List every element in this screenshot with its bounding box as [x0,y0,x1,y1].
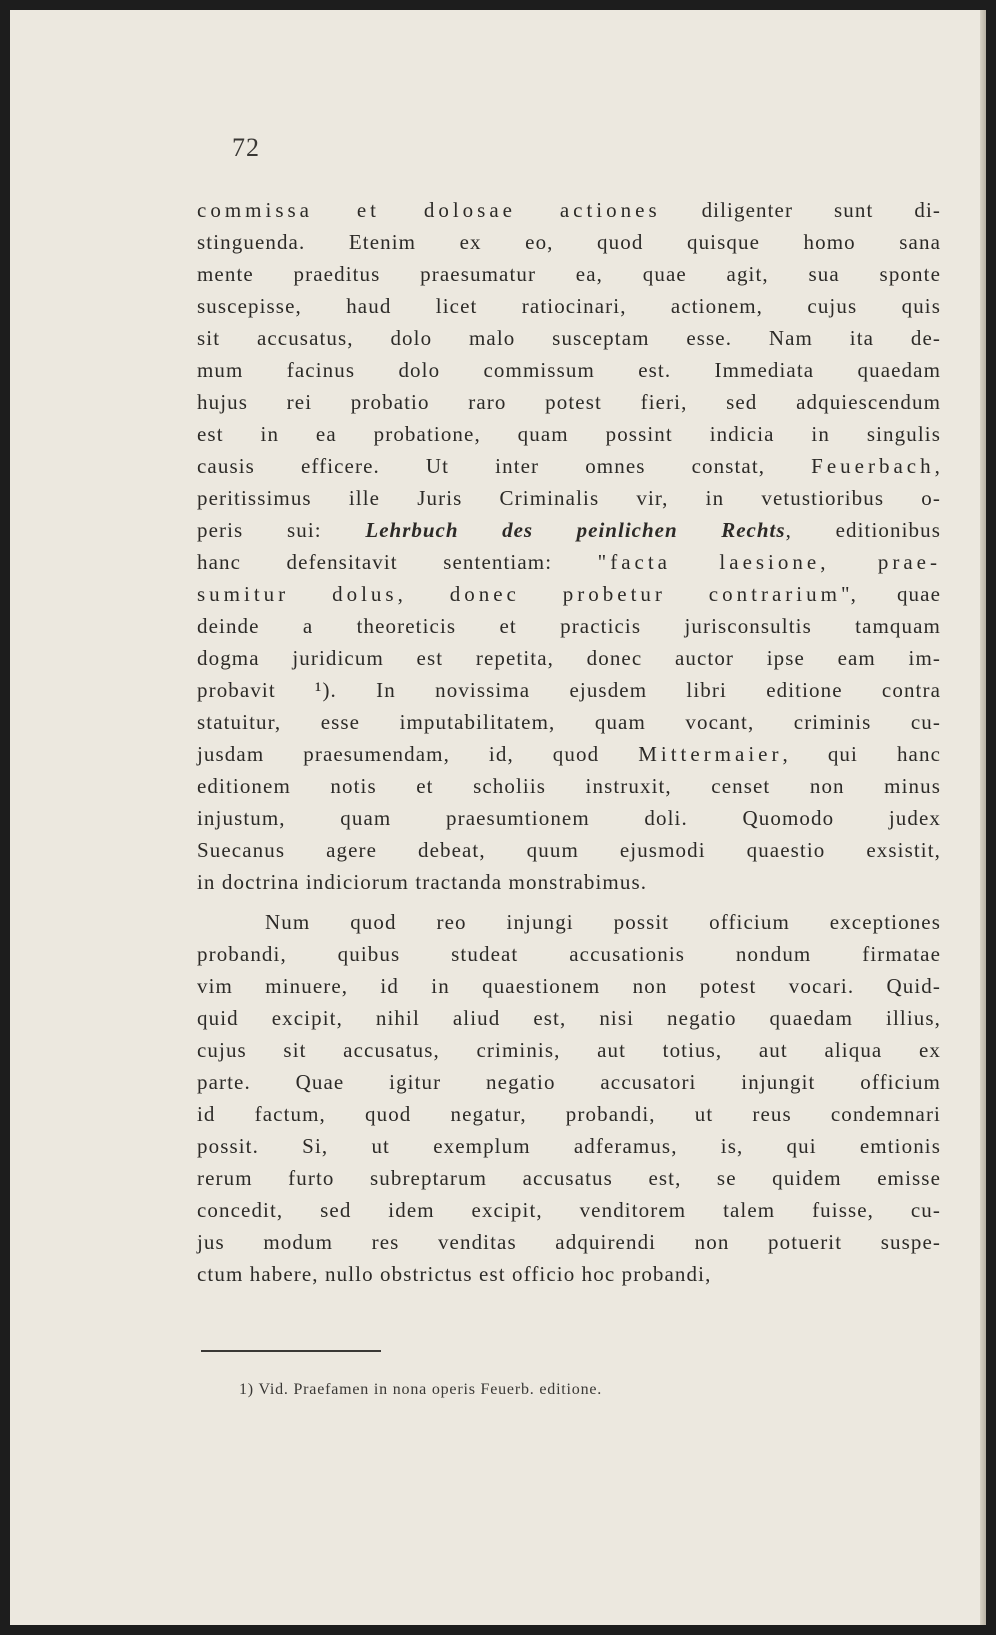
text-line [197,610,941,642]
text-segment: probavit ¹). In novissima ejusdem libri editione contra [197,678,941,702]
text-segment: possit. Si, ut exemplum adferamus, is, qui emtionis [197,1134,941,1158]
book-page [10,10,986,1625]
text-segment: concedit, sed idem excipit, venditorem talem fuisse, cu- [197,1198,941,1222]
text-segment: stinguenda. Etenim ex eo, quod quisque homo sana [197,230,941,254]
text-line [197,738,941,770]
text-segment: probandi, quibus studeat accusationis nondum firmatae [197,942,941,966]
page-number: 72 [232,133,260,162]
text-segment: peritissimus ille Juris Criminalis vir, in vetustioribus o- [197,486,941,510]
text-line [197,1258,941,1290]
text-segment: deinde a theoreticis et practicis jurisconsultis tamquam [197,614,941,638]
text-line [197,906,941,938]
text-segment: rerum furto subreptarum accusatus est, se quidem emisse [197,1166,941,1190]
text-line [197,770,941,802]
text-line [197,1066,941,1098]
text-segment: Feuerbach [811,454,935,478]
text-line [197,1002,941,1034]
text-line [197,866,941,898]
text-segment: mente praeditus praesumatur ea, quae agit, sua sponte [197,262,941,286]
text-line [197,1226,941,1258]
text-line [197,1194,941,1226]
text-line [197,322,941,354]
text-line [197,450,941,482]
text-segment: hanc defensitavit sententiam: [197,550,598,574]
text-line [197,418,941,450]
footnote-rule [201,1350,381,1352]
text-segment: Num quod reo injungi possit officium exceptiones [265,910,941,934]
text-line [197,386,941,418]
text-segment: suscepisse, haud licet ratiocinari, actionem, cujus quis [197,294,941,318]
body-text [197,194,941,1290]
text-line [197,514,941,546]
text-segment: mum facinus dolo commissum est. Immediata quaedam [197,358,941,382]
text-segment: Mittermaier [638,742,783,766]
text-segment: injustum, quam praesumtionem doli. Quomodo judex [197,806,941,830]
text-line [197,482,941,514]
text-line [197,226,941,258]
text-line [197,1034,941,1066]
text-line [197,354,941,386]
text-segment: sit accusatus, dolo malo susceptam esse. Nam ita de- [197,326,941,350]
text-segment: ", quae [840,582,941,606]
text-segment: id factum, quod negatur, probandi, ut reus condemnari [197,1102,941,1126]
text-segment: jusdam praesumendam, id, quod [197,742,639,766]
text-line [197,834,941,866]
text-segment: peris sui: [197,518,366,542]
text-segment: , qui hanc [782,742,941,766]
text-line [197,1098,941,1130]
text-line [197,706,941,738]
text-line [197,1162,941,1194]
page-edge-shadow [980,10,986,1625]
text-line [197,970,941,1002]
text-segment: ctum habere, nullo obstrictus est officio hoc probandi, [197,1262,712,1286]
text-segment: "facta laesione, prae- [597,550,941,574]
text-segment: commissa et dolosae actiones [197,198,661,222]
text-line [197,258,941,290]
footnote: 1) Vid. Praefamen in nona operis Feuerb. editione. [239,1381,603,1398]
text-line [197,546,941,578]
text-line [197,194,941,226]
text-segment: cujus sit accusatus, criminis, aut totius, aut aliqua ex [197,1038,941,1062]
text-line [197,802,941,834]
text-line [197,578,941,610]
text-segment: sumitur dolus, donec probetur contrarium [197,582,841,606]
text-segment: Suecanus agere debeat, quum ejusmodi quaestio exsistit, [197,838,941,862]
text-segment: causis efficere. Ut inter omnes constat, [197,454,812,478]
text-segment: diligenter sunt di- [660,198,941,222]
text-segment: vim minuere, id in quaestionem non potest vocari. Quid- [197,974,941,998]
text-line [197,1130,941,1162]
text-line [197,938,941,970]
text-line [197,674,941,706]
text-segment: quid excipit, nihil aliud est, nisi negatio quaedam illius, [197,1006,941,1030]
text-segment: statuitur, esse imputabilitatem, quam vocant, criminis cu- [197,710,941,734]
text-segment: parte. Quae igitur negatio accusatori injungit officium [197,1070,941,1094]
text-segment: editionem notis et scholiis instruxit, censet non minus [197,774,941,798]
book-title-italic: Lehrbuch des peinlichen Rechts [365,518,786,542]
text-segment: in doctrina indiciorum tractanda monstrabimus. [197,870,648,894]
text-line [197,290,941,322]
text-segment: , editionibus [785,518,941,542]
paragraph-gap [197,898,941,906]
text-segment: jus modum res venditas adquirendi non potuerit suspe- [197,1230,941,1254]
text-segment: hujus rei probatio raro potest fieri, sed adquiescendum [197,390,941,414]
text-segment: dogma juridicum est repetita, donec auctor ipse eam im- [197,646,941,670]
text-line [197,642,941,674]
text-segment: est in ea probatione, quam possint indicia in singulis [197,422,941,446]
text-segment: , [934,454,941,478]
